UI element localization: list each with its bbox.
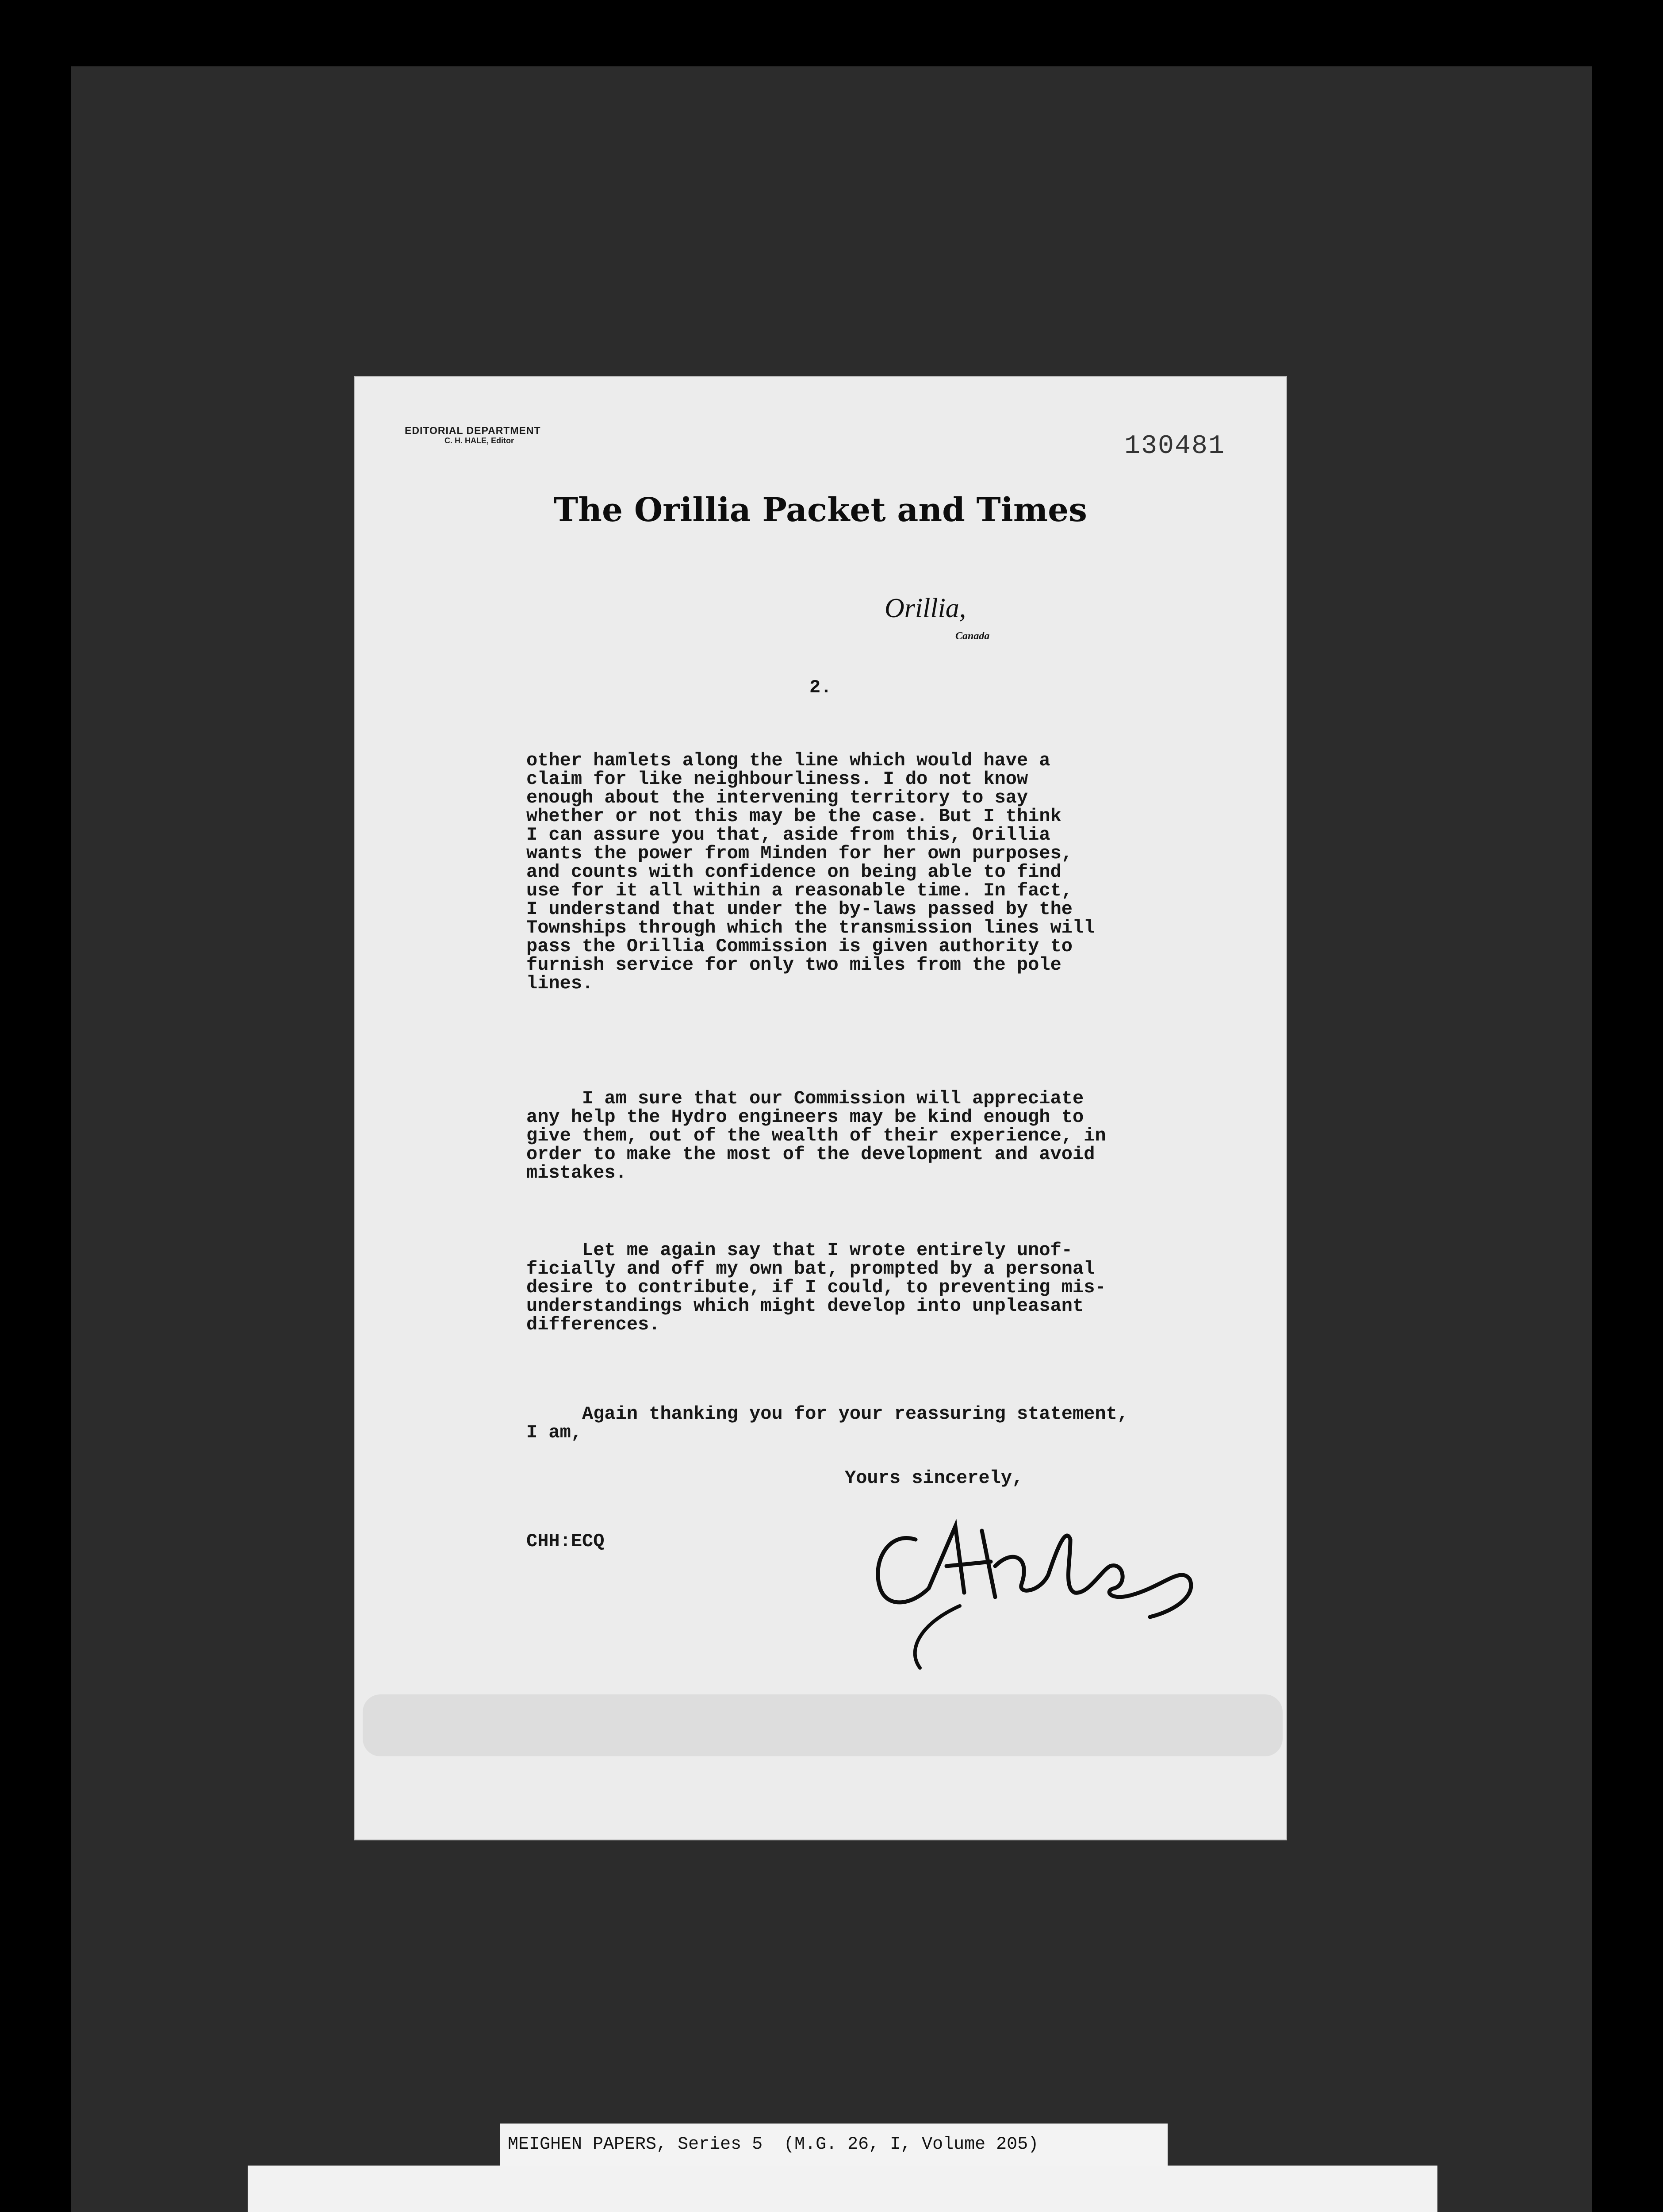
document-number-stamp: 130481 [1124,431,1225,461]
paper-watermark [363,1686,1283,1765]
letter-closing: Again thanking you for your reassuring statement, I am, [526,1403,1129,1443]
letter-page [354,376,1287,1840]
handwritten-signature [862,1500,1216,1686]
letterhead-place: Orillia, [885,593,966,623]
page-number: 2. [809,677,832,698]
editorial-department-header [405,425,541,445]
series-label: MEIGHEN PAPERS, Series 5 (M.G. 26, I, Volume 205) [500,2124,1168,2166]
archives-card [248,2166,1437,2212]
letter-paragraph-3: Let me again say that I wrote entirely unof- ficially and off my own bat, prompted by a personal desire to contribute, if I could, to preventing mis- understandings which might develop into unpleasant differences. [526,1240,1106,1335]
salutation: Yours sincerely, [845,1467,1023,1489]
letterhead-country: Canada [955,630,990,642]
department-label: EDITORIAL DEPARTMENT [405,425,541,436]
editor-label: C. H. HALE, Editor [444,436,514,445]
typist-initials: CHH:ECQ [526,1531,605,1552]
letter-paragraph-1: other hamlets along the line which would have a claim for like neighbourliness. I do not know enough about the intervening territory to say whether or not this may be the case. But I think I can assure you that, aside from this, Orillia wants the power from Minden for her own purposes, and counts with confidence on being able to find use for it all within a reasonable time. In fact, I understand that under the by-laws passed by the Townships through which the transmission lines will pass the Orillia Commission is given authority to furnish service for only two miles from the pole lines. [526,750,1095,994]
newspaper-masthead: The Orillia Packet and Times [554,491,1087,529]
letter-paragraph-2: I am sure that our Commission will appreciate any help the Hydro engineers may be kind enough to give them, out of the wealth of their experience, in order to make the most of the development and avoid mistakes. [526,1088,1106,1183]
